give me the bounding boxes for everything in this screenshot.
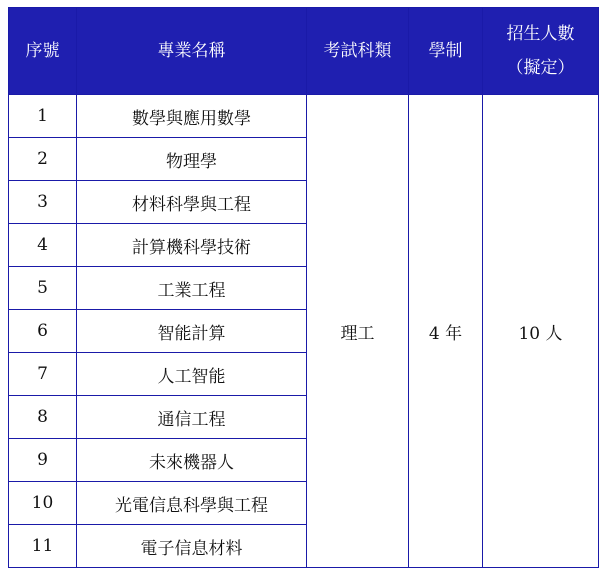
row-name: 材料科學與工程 (77, 181, 307, 224)
shared-years: 4 年 (409, 95, 483, 568)
row-name: 計算機科學技術 (77, 224, 307, 267)
row-no: 7 (9, 353, 77, 396)
header-exam: 考試科類 (307, 8, 409, 95)
row-name: 未來機器人 (77, 439, 307, 482)
header-quota (483, 8, 599, 95)
header-quota-label: 招生人數 (506, 24, 575, 44)
header-row (9, 8, 599, 95)
row-no: 5 (9, 267, 77, 310)
row-no: 1 (9, 95, 77, 138)
row-name: 光電信息科學與工程 (77, 482, 307, 525)
shared-exam: 理工 (307, 95, 409, 568)
row-name: 電子信息材料 (77, 525, 307, 568)
majors-table (8, 7, 599, 568)
row-name: 通信工程 (77, 396, 307, 439)
row-no: 3 (9, 181, 77, 224)
row-name: 物理學 (77, 138, 307, 181)
table-row (9, 95, 599, 138)
row-name: 工業工程 (77, 267, 307, 310)
header-years: 學制 (409, 8, 483, 95)
row-no: 2 (9, 138, 77, 181)
row-no: 9 (9, 439, 77, 482)
row-no: 8 (9, 396, 77, 439)
row-no: 10 (9, 482, 77, 525)
header-name: 專業名稱 (77, 8, 307, 95)
row-no: 4 (9, 224, 77, 267)
row-name: 人工智能 (77, 353, 307, 396)
shared-quota: 10 人 (483, 95, 599, 568)
row-no: 6 (9, 310, 77, 353)
row-name: 智能計算 (77, 310, 307, 353)
row-name: 數學與應用數學 (77, 95, 307, 138)
header-quota-note: （擬定） (506, 58, 575, 78)
header-no: 序號 (9, 8, 77, 95)
row-no: 11 (9, 525, 77, 568)
